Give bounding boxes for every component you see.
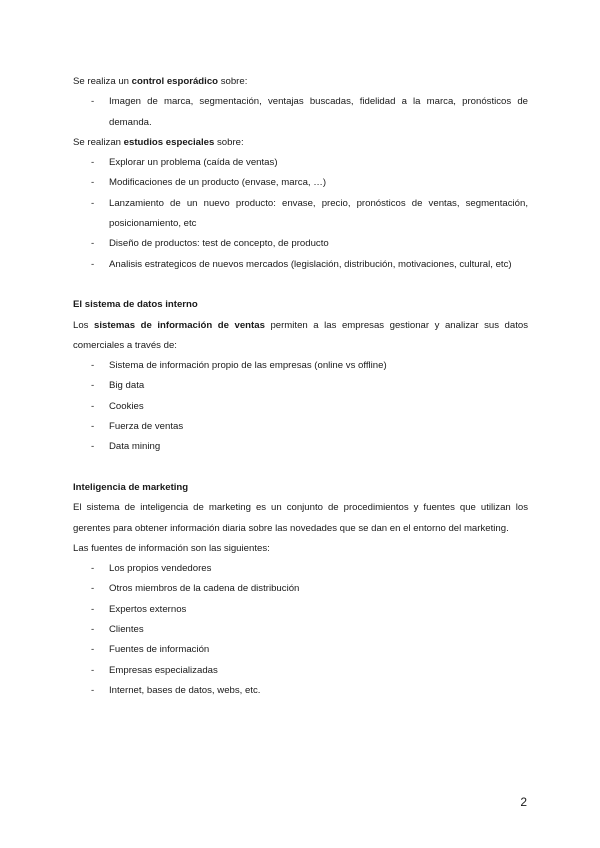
page-content (73, 72, 528, 701)
control-list (73, 92, 528, 133)
list-item-text: Diseño de productos: test de concepto, de producto (109, 238, 329, 250)
control-intro-pre: Se realiza un (73, 76, 132, 87)
dash-marker: - (91, 624, 95, 636)
list-item (73, 153, 528, 173)
list-item-text: Cookies (109, 400, 144, 412)
dash-marker: - (91, 644, 95, 656)
list-item-text: Otros miembros de la cadena de distribución (109, 583, 300, 595)
dash-marker: - (91, 583, 95, 595)
dash-marker: - (91, 603, 95, 615)
estudios-list (73, 153, 528, 275)
list-item-text: Explorar un problema (caída de ventas) (109, 157, 278, 169)
dash-marker: - (91, 157, 95, 169)
control-intro (73, 72, 528, 92)
list-item (73, 397, 528, 417)
list-item-text: Data mining (109, 441, 161, 453)
estudios-intro-post: sobre: (214, 136, 244, 148)
estudios-intro-pre: Se realizan (73, 136, 124, 148)
list-item (73, 640, 528, 660)
sistema-paragraph-pre: Los (73, 319, 95, 331)
sistema-heading (73, 295, 528, 315)
list-item (73, 92, 528, 133)
list-item-text: Big data (109, 380, 145, 392)
inteligencia-list (73, 559, 528, 701)
list-item-text: Expertos externos (109, 603, 187, 615)
list-item (73, 376, 528, 396)
sistema-heading-text: El sistema de datos interno (73, 299, 198, 311)
list-item (73, 579, 528, 599)
list-item-text: Clientes (109, 624, 144, 636)
dash-marker: - (91, 441, 95, 453)
dash-marker: - (91, 360, 95, 372)
list-item (73, 356, 528, 376)
list-item (73, 234, 528, 254)
list-item (73, 437, 528, 457)
estudios-intro (73, 133, 528, 153)
estudios-intro-bold: estudios especiales (123, 136, 215, 148)
list-item (73, 559, 528, 579)
section-gap (73, 458, 528, 478)
control-intro-bold: control esporádico (131, 76, 219, 87)
inteligencia-intro: Las fuentes de información son las siguientes: (73, 542, 270, 554)
list-item (73, 173, 528, 193)
sistema-paragraph-bold: sistemas de información de ventas (94, 319, 265, 331)
dash-marker: - (91, 684, 95, 696)
list-item (73, 661, 528, 681)
page-number: 2 (520, 795, 527, 809)
list-item-text: Lanzamiento de un nuevo producto: envase, precio, pronósticos de ventas, segmentación, posicionamiento, etc (109, 197, 528, 230)
control-intro-post: sobre: (218, 76, 248, 87)
sistema-paragraph (73, 316, 528, 357)
list-item-text: Empresas especializadas (109, 664, 218, 676)
list-item (73, 681, 528, 701)
dash-marker: - (91, 238, 95, 250)
list-item-text: Modificaciones de un producto (envase, marca, …) (109, 177, 327, 189)
list-item (73, 600, 528, 620)
dash-marker: - (91, 664, 95, 676)
dash-marker: - (91, 197, 95, 209)
list-item (73, 255, 528, 275)
dash-marker: - (91, 563, 95, 575)
inteligencia-paragraph: El sistema de inteligencia de marketing es un conjunto de procedimientos y fuentes que utilizan los gerentes para obtener información diaria sobre las novedades que se dan en el entorno del marketing. (73, 502, 528, 534)
list-item-text: Internet, bases de datos, webs, etc. (109, 684, 261, 696)
list-item-text: Analisis estrategicos de nuevos mercados (legislación, distribución, motivaciones, cultural, etc) (109, 258, 512, 270)
sistema-list (73, 356, 528, 457)
dash-marker: - (91, 400, 95, 412)
sistema-paragraph-post: permiten a las empresas gestionar y analizar sus datos comerciales a través de: (73, 319, 529, 351)
inteligencia-heading (73, 478, 528, 498)
dash-marker: - (91, 258, 95, 270)
dash-marker: - (91, 96, 95, 108)
section-gap (73, 275, 528, 295)
dash-marker: - (91, 380, 95, 392)
list-item-text: Fuerza de ventas (109, 421, 184, 433)
inteligencia-heading-text: Inteligencia de marketing (73, 481, 189, 493)
list-item (73, 417, 528, 437)
list-item (73, 194, 528, 235)
dash-marker: - (91, 177, 95, 189)
list-item-text: Los propios vendedores (109, 563, 212, 575)
list-item-text: Imagen de marca, segmentación, ventajas buscadas, fidelidad a la marca, pronósticos de demanda. (109, 96, 528, 128)
list-item (73, 620, 528, 640)
dash-marker: - (91, 421, 95, 433)
list-item-text: Sistema de información propio de las empresas (online vs offline) (109, 360, 387, 372)
list-item-text: Fuentes de información (109, 644, 210, 656)
